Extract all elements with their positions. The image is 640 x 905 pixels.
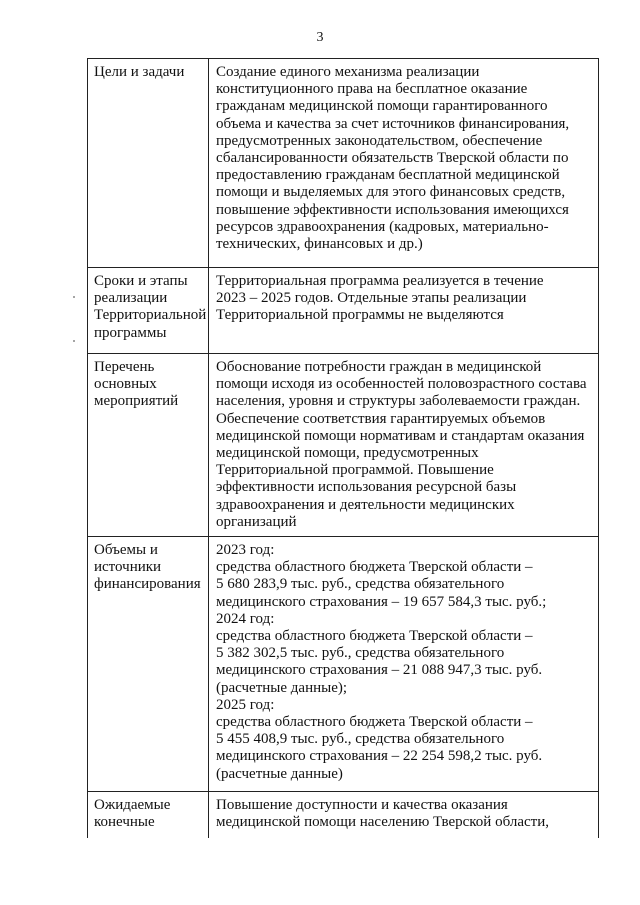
label-line: Территориальной (94, 307, 207, 324)
content-line: средства областного бюджета Тверской области – (216, 714, 533, 731)
label-line: Цели и задачи (94, 64, 185, 80)
content-line: медицинского страхования – 19 657 584,3 тыс. руб.; (216, 593, 547, 610)
content-line: помощи и выделяемых для этого финансовых средств, (216, 184, 566, 201)
label-line: Перечень (94, 359, 155, 375)
table-row (88, 59, 599, 268)
content-line: Территориальной программы не выделяются (216, 307, 504, 324)
content-line: 2023 год: (216, 542, 275, 559)
table-row (88, 354, 599, 537)
label-line: Сроки и этапы (94, 273, 188, 289)
content-line: повышение эффективности использования имеющихся (216, 201, 569, 218)
label-line: мероприятий (94, 393, 179, 410)
label-line: основных (94, 376, 157, 393)
content-line: (расчетные данные) (216, 765, 343, 782)
content-line: эффективности использования ресурсной базы (216, 479, 517, 496)
content-line: конституционного права на бесплатное оказание (216, 81, 528, 98)
content-line: технических, финансовых и др.) (216, 236, 423, 253)
content-line: Обоснование потребности граждан в медицинской (216, 359, 542, 375)
content-line: 2023 – 2025 годов. Отдельные этапы реализации (216, 290, 527, 307)
content-line: гражданам медицинской помощи гарантированного (216, 98, 548, 115)
content-line: ресурсов здравоохранения (кадровых, материально- (216, 218, 549, 235)
content-line: 2024 год: (216, 610, 275, 627)
content-line: организаций (216, 513, 297, 530)
content-line: здравоохранения и деятельности медицинских (216, 496, 515, 513)
row-label (88, 354, 209, 537)
row-content (209, 59, 599, 268)
content-line: Территориальной программой. Повышение (216, 462, 494, 479)
label-line: Ожидаемые (94, 797, 171, 814)
content-line: (расчетные данные); (216, 679, 348, 696)
program-passport-table (87, 58, 599, 838)
content-line: медицинского страхования – 21 088 947,3 тыс. руб. (216, 662, 543, 679)
content-line: средства областного бюджета Тверской области – (216, 628, 533, 645)
content-line: средства областного бюджета Тверской области – (216, 559, 533, 576)
scan-speck (73, 296, 75, 298)
row-content (209, 354, 599, 537)
content-line: медицинского страхования – 22 254 598,2 тыс. руб. (216, 748, 543, 765)
label-line: финансирования (94, 576, 201, 593)
content-line: 5 680 283,9 тыс. руб., средства обязательного (216, 576, 505, 593)
row-label (88, 537, 209, 792)
content-line: населения, уровня и структуры заболеваемости граждан. (216, 393, 581, 410)
page-number: 3 (316, 30, 324, 45)
content-line: объема и качества за счет источников финансирования, (216, 115, 570, 132)
label-line: программы (94, 324, 167, 341)
content-line: Обеспечение соответствия гарантируемых объемов (216, 410, 546, 427)
row-label (88, 268, 209, 354)
content-line: 5 455 408,9 тыс. руб., средства обязательного (216, 731, 505, 748)
content-line: медицинской помощи нормативам и стандартам оказания (216, 427, 585, 444)
label-line: конечные (94, 814, 155, 831)
content-line: 2025 год: (216, 696, 275, 713)
content-line: медицинской помощи, предусмотренных (216, 445, 479, 462)
row-content (209, 268, 599, 354)
label-line: Объемы и (94, 542, 158, 559)
content-line: предоставлению гражданам бесплатной медицинской (216, 167, 560, 184)
content-line: 5 382 302,5 тыс. руб., средства обязательного (216, 645, 505, 662)
row-content (209, 792, 599, 839)
content-line: Повышение доступности и качества оказания (216, 797, 508, 814)
row-label (88, 59, 209, 268)
content-line: помощи исходя из особенностей половозрастного состава (216, 376, 587, 393)
content-line: Территориальная программа реализуется в течение (216, 273, 544, 289)
content-line: предусмотренных законодательством, обеспечение (216, 132, 543, 149)
label-line: реализации (94, 290, 168, 307)
row-label (88, 792, 209, 839)
table-row (88, 537, 599, 792)
scan-speck (73, 340, 75, 342)
content-line: сбалансированности обязательств Тверской области по (216, 150, 569, 167)
table-row (88, 792, 599, 839)
row-content (209, 537, 599, 792)
table-row (88, 268, 599, 354)
content-line: медицинской помощи населению Тверской области, (216, 814, 549, 831)
label-line: источники (94, 559, 162, 576)
content-line: Создание единого механизма реализации (216, 64, 480, 80)
